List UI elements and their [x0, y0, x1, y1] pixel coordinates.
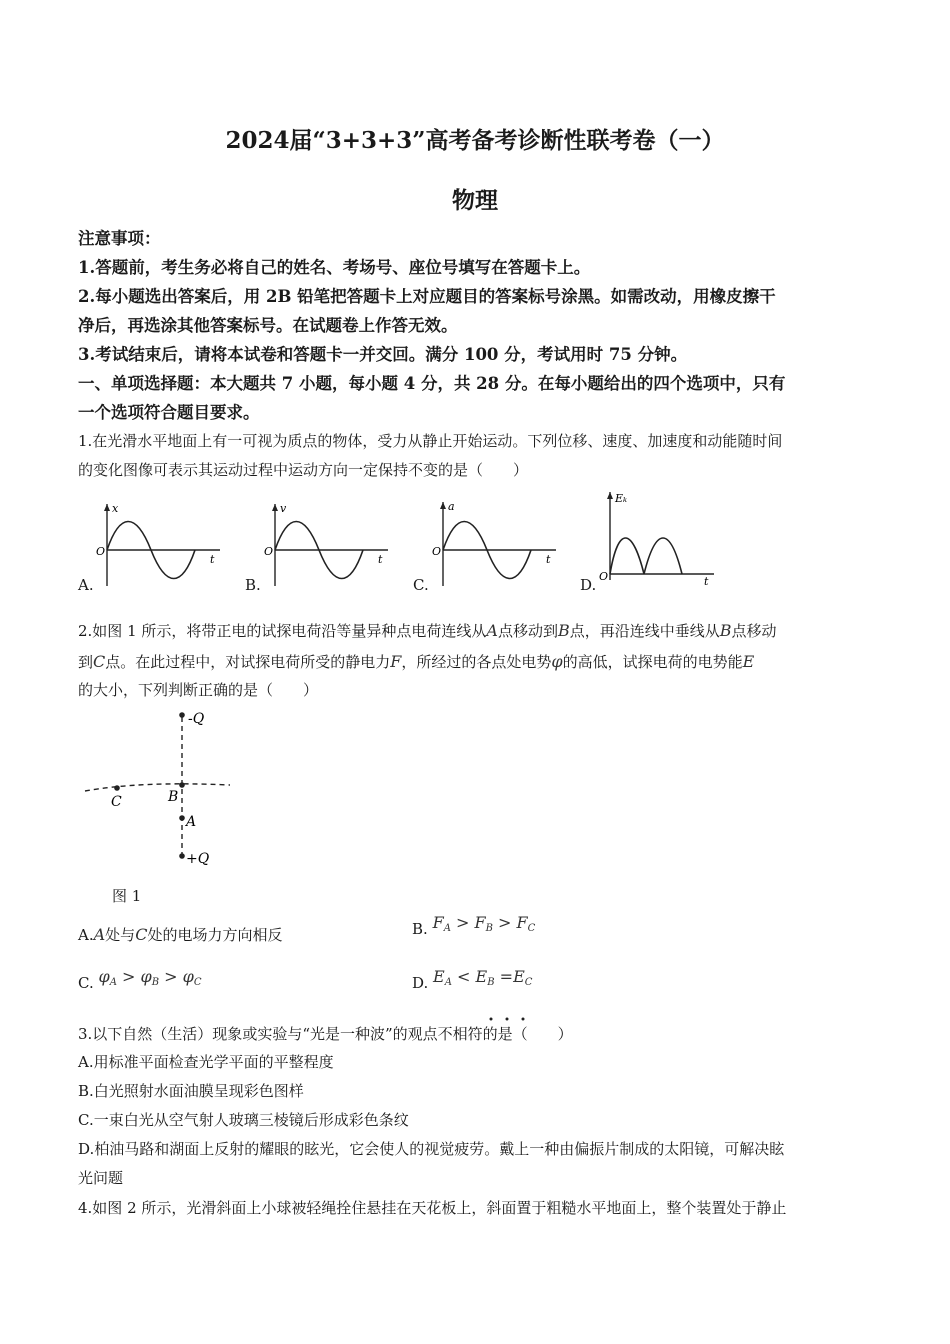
q1-c-yaxis-label: a [448, 500, 455, 513]
exam-title: 2024届“3+3+3”高考备考诊断性联考卷（一） [225, 127, 725, 154]
q2-option-a[interactable]: A.A处与C处的电场力方向相反 [78, 925, 283, 944]
notice-item-3: 3.考试结束后，请将本试卷和答题卡一并交回。满分 100 分，考试用时 75 分钟。 [78, 345, 688, 364]
q2-stem-line2: 到C点。在此过程中，对试探电荷所受的静电力F，所经过的各点处电势φ的高低，试探电荷的电势能E [78, 652, 755, 671]
q2-option-c[interactable]: C. $\varphi_A > \varphi_B > \varphi_C$ [78, 967, 202, 992]
q1-c-taxis-label: t [546, 553, 551, 566]
q1-option-d[interactable]: D. [580, 576, 597, 594]
q1-stem-line2: 的变化图像可表示其运动过程中运动方向一定保持不变的是（ ） [78, 461, 529, 479]
q1-graph-d [596, 488, 721, 588]
emphasis-dots [487, 1015, 547, 1023]
point-b-label: B [168, 789, 179, 805]
q2-stem-line1: 2.如图 1 所示，将带正电的试探电荷沿等量异种点电荷连线从A点移动到B点，再沿连线中垂线从B点移动 [78, 621, 777, 640]
point-a-label: A [186, 814, 197, 830]
notice-item-2: 2.每小题选出答案后，用 2B 铅笔把答题卡上对应题目的答案标号涂黑。如需改动，用橡皮擦干 [78, 287, 776, 306]
section-heading-cont: 一个选项符合题目要求。 [78, 403, 260, 422]
q1-d-taxis-label: t [704, 575, 709, 588]
q2-option-b[interactable]: B. $F_A > F_B > F_C$ [412, 913, 536, 938]
point-c-label: C [111, 794, 122, 810]
negative-charge-label: -Q [188, 711, 205, 727]
q1-option-c[interactable]: C. [413, 576, 429, 594]
q1-option-a[interactable]: A. [78, 576, 94, 594]
q1-c-origin: O [432, 545, 442, 558]
q2-stem-line3: 的大小，下列判断正确的是（ ） [78, 681, 319, 699]
q1-graph-a [92, 498, 227, 590]
q2-option-d[interactable]: D. $E_A < E_B =E_C$ [412, 967, 533, 992]
q1-graph-b [260, 498, 395, 590]
q1-graph-c [428, 496, 563, 590]
q3-option-a[interactable]: A.用标准平面检查光学平面的平整程度 [78, 1053, 334, 1071]
q1-stem-line1: 1.在光滑水平地面上有一可视为质点的物体，受力从静止开始运动。下列位移、速度、加速度和动能随时间 [78, 432, 783, 450]
q1-b-yaxis-label: v [280, 502, 287, 515]
q3-option-c[interactable]: C.一束白光从空气射人玻璃三棱镜后形成彩色条纹 [78, 1111, 409, 1129]
positive-charge-label: +Q [186, 851, 210, 867]
q1-a-origin: O [96, 545, 106, 558]
q1-a-taxis-label: t [210, 553, 215, 566]
q3-option-d[interactable]: D.柏油马路和湖面上反射的耀眼的眩光，它会使人的视觉疲劳。戴上一种由偏振片制成的太阳镜，可解决眩 [78, 1140, 785, 1158]
notice-item-1: 1.答题前，考生务必将自己的姓名、考场号、座位号填写在答题卡上。 [78, 258, 591, 277]
q4-stem: 4.如图 2 所示，光滑斜面上小球被轻绳拴住悬挂在天花板上，斜面置于粗糙水平地面上，整个装置处于静止 [78, 1199, 787, 1217]
q1-b-origin: O [264, 545, 274, 558]
q1-d-origin: O [599, 570, 609, 583]
q1-a-yaxis-label: x [112, 502, 119, 515]
figure-1-caption: 图 1 [112, 887, 142, 905]
notice-heading: 注意事项： [78, 229, 161, 248]
q3-option-d-cont: 光问题 [78, 1169, 124, 1187]
q3-stem: 3.以下自然（生活）现象或实验与“光是一种波”的观点不相符的是（ ） [78, 1025, 573, 1043]
notice-item-2-cont: 净后，再选涂其他答案标号。在试题卷上作答无效。 [78, 316, 458, 335]
subject-title: 物理 [452, 187, 498, 214]
q1-option-b[interactable]: B. [245, 576, 261, 594]
section-heading: 一、单项选择题：本大题共 7 小题，每小题 4 分，共 28 分。在每小题给出的四个选项中，只有 [78, 374, 786, 393]
q1-d-yaxis-label: Eₖ [615, 492, 628, 505]
q2-figure-1 [80, 705, 240, 875]
q3-option-b[interactable]: B.白光照射水面油膜呈现彩色图样 [78, 1082, 304, 1100]
q1-b-taxis-label: t [378, 553, 383, 566]
